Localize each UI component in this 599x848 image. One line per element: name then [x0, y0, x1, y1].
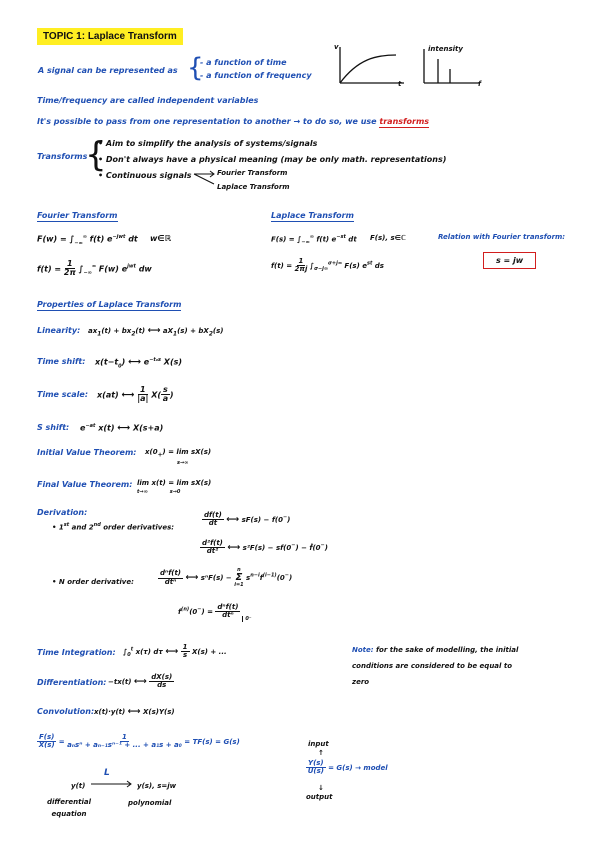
pass-text	[37, 117, 429, 126]
integration-equation: $\int_0^t$ x(τ) dτ ⟷ $\frac{1}{s}$ X(s) + ...	[123, 643, 227, 660]
timeshift-label: Time shift:	[37, 357, 86, 366]
brace-symbol: {	[187, 53, 204, 83]
note-block	[352, 642, 522, 690]
derivative-n-label: • N order derivative:	[52, 578, 134, 586]
fourier-heading: Fourier Transform	[37, 211, 118, 220]
signal-intro: A signal can be represented as	[38, 66, 178, 75]
laplace-heading: Laplace Transform	[271, 211, 354, 220]
transforms-label: Transforms	[37, 152, 88, 161]
yt-label: y(t)	[71, 782, 86, 790]
continuous-laplace: Laplace Transform	[217, 183, 290, 191]
timescale-label: Time scale:	[37, 390, 89, 399]
derivative-n-definition: $f^{(n)}(0^-)$ = $\frac{\text{dⁿf(t)}}{\text{dtⁿ}}$ $_{0^-}$	[178, 603, 252, 622]
model-output: output	[306, 793, 333, 801]
transforms-bullet-3: • Continuous signals	[98, 171, 192, 180]
laplace-arrow-label: L	[104, 768, 110, 778]
derivative-1-equation: $\frac{df(t)}{dt}$ ⟷ sF(s) − f(0−)	[204, 511, 291, 528]
derivative-12-label: • 1st and 2nd order derivatives:	[52, 522, 175, 532]
derivation-label: Derivation:	[37, 508, 88, 517]
integration-label: Time Integration:	[37, 648, 116, 657]
continuous-arrows	[192, 168, 218, 188]
signal-option-frequency: - a function of frequency	[200, 71, 312, 80]
pass-text-main: It's possible to pass from one representation to another → to do so, we use	[37, 117, 377, 126]
sshift-equation: $e^{-at}$ x(t) ⟷ X(s+a)	[80, 423, 164, 434]
derivative-n-equation: $\frac{\text{dⁿf(t)}}{\text{dtⁿ}}$ ⟷ sⁿF(s) − n Σ i=1 $s^{n-i}f^{(i-1)}(0^-)$	[160, 567, 293, 588]
note-label: Note:	[352, 646, 374, 654]
differentiation-equation: −tx(t) ⟷ $\frac{dX(s)}{ds}$	[108, 673, 173, 690]
derivative-2-equation: $\frac{\text{d²f(t)}}{\text{dt²}}$ ⟷ s²F(s) − sf(0−) − ḟ(0−)	[202, 539, 328, 556]
fourier-equation-1: $F(w) = \int_{-\infty}^\infty$ f(t) $e^{-jwt}$ dt	[37, 234, 138, 247]
differentiation-label: Differentiation:	[37, 678, 107, 687]
transforms-bullet-2: • Don't always have a physical meaning (may be only math. representations)	[98, 155, 447, 164]
model-output-arrow: ↓	[318, 784, 324, 792]
properties-heading: Properties of Laplace Transform	[37, 300, 182, 309]
transforms-brace: {	[85, 135, 107, 175]
relation-label: Relation with Fourier transform:	[438, 233, 566, 241]
convolution-label: Convolution:	[37, 707, 95, 716]
signal-option-time: - a function of time	[200, 58, 287, 67]
ivt-label: Initial Value Theorem:	[37, 448, 137, 457]
linearity-equation: $ax_1(t) + bx_2(t)$ ⟷ $aX_1(s) + bX_2(s)$	[88, 326, 224, 338]
relation-box: s = jw	[483, 252, 536, 269]
fourier-equation-2: f(t) = $\frac{1}{2\pi}$ $\int_{-\infty}^\infty$ F(w) $e^{jwt}$ dw	[37, 259, 152, 278]
topic-title: TOPIC 1: Laplace Transform	[37, 28, 183, 45]
fvt-equation: lim x(t) = lim sX(s) t→∞ s→0	[137, 479, 212, 495]
freq-graph-x-label: f	[478, 80, 482, 88]
differential-equation-label: differential equation	[46, 798, 92, 818]
timescale-equation: x(at) ⟷ $\frac{1}{|a|}$ X( $\frac{s}{a}$ )	[97, 385, 174, 404]
freq-graph-y-label: intensity	[428, 45, 463, 53]
pass-keyword: transforms	[379, 117, 430, 126]
convolution-equation: x(t)·y(t) ⟷ X(s)Y(s)	[94, 707, 175, 717]
laplace-arrow	[87, 774, 135, 790]
fvt-label: Final Value Theorem:	[37, 480, 133, 489]
continuous-fourier: Fourier Transform	[217, 169, 288, 177]
time-graph-y-label: v	[334, 43, 339, 51]
model-input: input	[308, 740, 329, 748]
time-graph-x-label: t	[398, 80, 402, 88]
laplace-equation-2: f(t) = $\frac{1}{2\pi j}$ $\int_{\sigma-j\infty}^{\sigma+j\infty}$ F(s) $e^{st}$ ds	[271, 257, 384, 274]
transfer-function-equation: $\frac{F(s)}{X(s)}$ = $\frac{1}{\text{aₙsⁿ + aₙ₋₁sⁿ⁻¹ + ... + a₁s + a₀}}$ = TF(s) = G(s)	[38, 733, 240, 750]
sshift-label: S shift:	[37, 423, 70, 432]
transforms-bullet-1: • Aim to simplify the analysis of systems/signals	[98, 139, 318, 148]
polynomial-label: polynomial	[128, 799, 172, 807]
note-text: for the sake of modelling, the initial conditions are considered to be equal to zero	[352, 646, 519, 686]
model-equation: $\frac{Y(s)}{U(s)}$ = G(s) → model	[307, 759, 388, 776]
linearity-label: Linearity:	[37, 326, 81, 335]
laplace-equation-1: $F(s) = \int_{-\infty}^\infty$ f(t) $e^{-st}$ dt	[271, 234, 357, 246]
laplace-equation-1-condition: F(s), s∈ℂ	[370, 234, 407, 242]
ivt-equation: $x(0_+) = \lim sX(s)$ s→∞	[145, 448, 212, 467]
model-input-arrow: ↑	[318, 749, 324, 757]
ys-label: y(s), s=jw	[137, 782, 177, 790]
fourier-equation-1-condition: w∈ℝ	[150, 234, 171, 243]
timeshift-equation: $x(t-t_0)$ ⟷ $e^{-t_0s}$ X(s)	[95, 357, 183, 370]
independent-variables-text: Time/frequency are called independent variables	[37, 96, 259, 105]
